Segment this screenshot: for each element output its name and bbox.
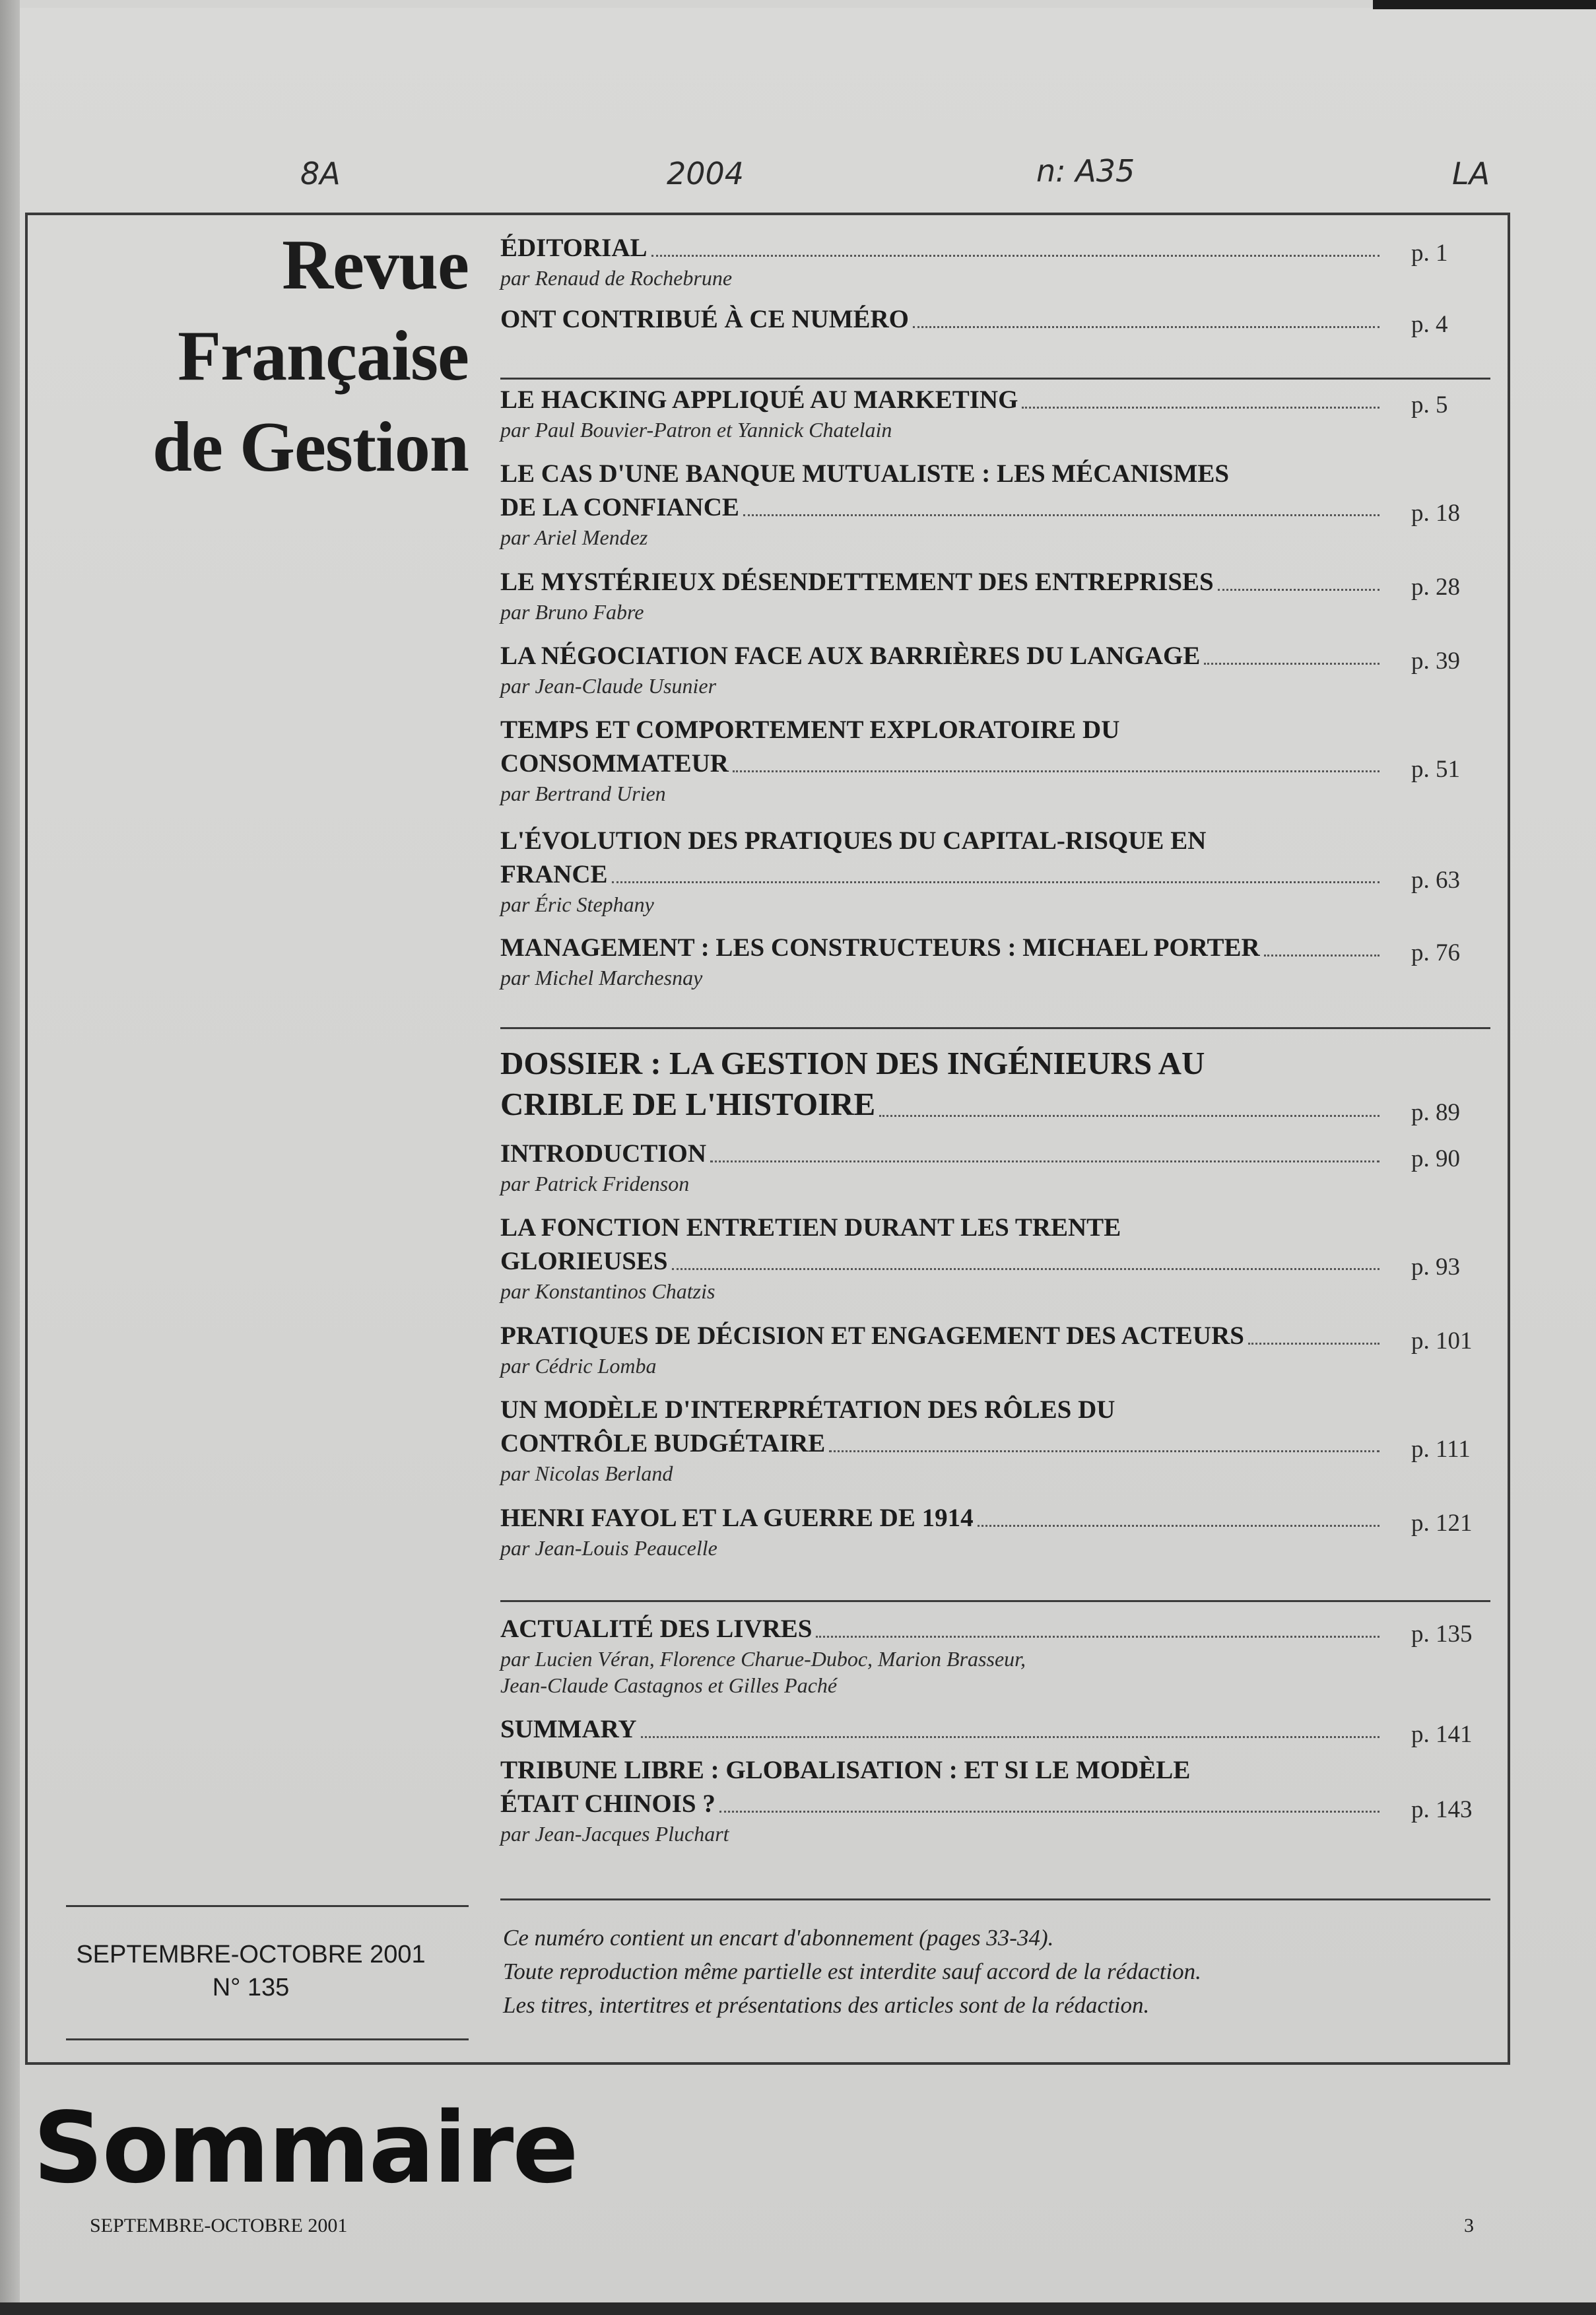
leader-dots — [978, 1525, 1380, 1527]
toc-page: p. 76 — [1411, 939, 1460, 966]
editorial-notes — [503, 1921, 1480, 2022]
toc-title: FRANCE — [500, 860, 608, 889]
handwritten-note-b: 2004 — [667, 156, 745, 191]
note-line: Ce numéro contient un encart d'abonnement (pages 33-34). — [503, 1925, 1054, 1951]
handwritten-note-d: LA — [1452, 156, 1490, 191]
toc-title: CRIBLE DE L'HISTOIRE — [500, 1086, 876, 1122]
toc-page: p. 90 — [1411, 1145, 1460, 1172]
toc-entry-livres[interactable] — [500, 1612, 1490, 1698]
leader-dots — [913, 326, 1380, 328]
leader-dots — [1022, 407, 1380, 409]
toc-author: par Bertrand Urien — [500, 782, 666, 805]
toc-author: par Éric Stephany — [500, 892, 654, 916]
toc-title: CONTRÔLE BUDGÉTAIRE — [500, 1429, 826, 1458]
leader-dots — [612, 881, 1380, 883]
toc-entry-tribune[interactable] — [500, 1753, 1490, 1847]
leader-dots — [641, 1736, 1380, 1738]
leader-dots — [1264, 955, 1380, 956]
page-binding-edge — [0, 0, 20, 2315]
section-title: Sommaire — [33, 2091, 578, 2205]
toc-page: p. 39 — [1411, 648, 1460, 675]
toc-page: p. 51 — [1411, 756, 1460, 783]
toc-page: p. 111 — [1411, 1436, 1471, 1463]
toc-author: par Nicolas Berland — [500, 1461, 673, 1485]
toc-entry-entretien[interactable] — [500, 1211, 1490, 1304]
divider — [500, 378, 1490, 380]
toc-author: par Jean-Claude Usunier — [500, 674, 717, 698]
toc-page: p. 5 — [1411, 391, 1448, 419]
note-line: Les titres, intertitres et présentations des articles sont de la rédaction. — [503, 1992, 1150, 2018]
toc-title: TEMPS ET COMPORTEMENT EXPLORATOIRE DU — [500, 716, 1120, 744]
toc-author: par Lucien Véran, Florence Charue-Duboc, Marion Brasseur, — [500, 1647, 1026, 1671]
toc-author: par Paul Bouvier-Patron et Yannick Chatelain — [500, 418, 892, 442]
handwritten-note-c: n: A35 — [1036, 153, 1135, 189]
toc-page: p. 4 — [1411, 311, 1448, 338]
toc-title: ACTUALITÉ DES LIVRES — [500, 1615, 813, 1643]
toc-title: TRIBUNE LIBRE : GLOBALISATION : ET SI LE MODÈLE — [500, 1756, 1191, 1784]
toc-entry-editorial[interactable] — [500, 231, 1490, 291]
leader-dots — [1218, 589, 1380, 591]
leader-dots — [1248, 1343, 1380, 1345]
toc-author: par Jean-Jacques Pluchart — [500, 1822, 729, 1846]
toc-entry-banque[interactable] — [500, 457, 1490, 551]
toc-entry-negociation[interactable] — [500, 639, 1490, 699]
toc-page: p. 18 — [1411, 500, 1460, 527]
toc-page: p. 143 — [1411, 1796, 1473, 1823]
toc-title: DOSSIER : LA GESTION DES INGÉNIEURS AU — [500, 1045, 1205, 1081]
toc-entry-hacking[interactable] — [500, 383, 1490, 443]
leader-dots — [651, 255, 1380, 257]
divider — [66, 2038, 469, 2040]
toc-entry-fayol[interactable] — [500, 1501, 1490, 1561]
toc-entry-dossier[interactable] — [500, 1043, 1490, 1125]
toc-author: par Patrick Fridenson — [500, 1172, 690, 1195]
toc-entry-decision[interactable] — [500, 1319, 1490, 1379]
toc-author: par Jean-Louis Peaucelle — [500, 1536, 717, 1560]
divider — [500, 1027, 1490, 1029]
toc-title: PRATIQUES DE DÉCISION ET ENGAGEMENT DES ACTEURS — [500, 1322, 1244, 1350]
note-line: Toute reproduction même partielle est interdite sauf accord de la rédaction. — [503, 1959, 1201, 1984]
toc-author: par Renaud de Rochebrune — [500, 266, 733, 290]
handwritten-note-a: 8A — [300, 156, 341, 191]
divider — [500, 1898, 1490, 1900]
leader-dots — [1204, 663, 1380, 665]
bottom-edge-shadow — [0, 2302, 1596, 2315]
toc-entry-introduction[interactable] — [500, 1137, 1490, 1197]
leader-dots — [710, 1160, 1380, 1162]
toc-page: p. 135 — [1411, 1621, 1473, 1648]
toc-entry-contributors[interactable] — [500, 302, 1490, 336]
footer-date: SEPTEMBRE-OCTOBRE 2001 — [90, 2215, 348, 2236]
toc-author: par Bruno Fabre — [500, 600, 644, 624]
footer-page-number: 3 — [1464, 2215, 1474, 2236]
toc-entry-desendettement[interactable] — [500, 565, 1490, 625]
toc-page: p. 93 — [1411, 1254, 1460, 1281]
toc-title: SUMMARY — [500, 1715, 637, 1743]
toc-page: p. 121 — [1411, 1510, 1473, 1537]
toc-title: CONSOMMATEUR — [500, 749, 729, 778]
toc-page: p. 1 — [1411, 240, 1448, 267]
leader-dots — [733, 770, 1380, 772]
toc-entry-consommateur[interactable] — [500, 713, 1490, 807]
toc-title: DE LA CONFIANCE — [500, 493, 739, 521]
toc-title: LA NÉGOCIATION FACE AUX BARRIÈRES DU LANGAGE — [500, 642, 1201, 670]
toc-title: HENRI FAYOL ET LA GUERRE DE 1914 — [500, 1504, 974, 1532]
journal-title-line-1: Revue — [282, 226, 469, 304]
toc-title: LA FONCTION ENTRETIEN DURANT LES TRENTE — [500, 1213, 1121, 1242]
toc-title: GLORIEUSES — [500, 1247, 668, 1275]
toc-author: par Ariel Mendez — [500, 525, 648, 549]
issue-date: SEPTEMBRE-OCTOBRE 2001 — [76, 1941, 426, 1968]
toc-page: p. 63 — [1411, 867, 1460, 894]
divider — [66, 1905, 469, 1907]
leader-dots — [829, 1450, 1380, 1452]
leader-dots — [743, 514, 1380, 516]
leader-dots — [879, 1115, 1380, 1117]
toc-title: UN MODÈLE D'INTERPRÉTATION DES RÔLES DU — [500, 1395, 1115, 1424]
top-edge-shadow — [1373, 0, 1596, 9]
leader-dots — [719, 1811, 1380, 1813]
toc-page: p. 101 — [1411, 1327, 1473, 1355]
toc-author: par Cédric Lomba — [500, 1354, 657, 1378]
journal-title-line-2: Française — [178, 317, 469, 395]
toc-title: LE HACKING APPLIQUÉ AU MARKETING — [500, 386, 1018, 414]
journal-title-line-3: de Gestion — [152, 408, 469, 486]
issue-number: N° 135 — [212, 1974, 290, 2001]
toc-page: p. 89 — [1411, 1099, 1460, 1126]
toc-title: INTRODUCTION — [500, 1139, 707, 1168]
toc-entry-porter[interactable] — [500, 931, 1490, 991]
toc-entry-summary[interactable] — [500, 1712, 1490, 1746]
toc-entry-budgetaire[interactable] — [500, 1393, 1490, 1487]
toc-title: ÉDITORIAL — [500, 234, 648, 262]
toc-entry-capital-risque[interactable] — [500, 824, 1490, 918]
toc-title: ÉTAIT CHINOIS ? — [500, 1790, 715, 1818]
toc-title: LE MYSTÉRIEUX DÉSENDETTEMENT DES ENTREPRISES — [500, 568, 1214, 596]
toc-page: p. 28 — [1411, 574, 1460, 601]
toc-page: p. 141 — [1411, 1721, 1473, 1748]
toc-author: par Konstantinos Chatzis — [500, 1279, 715, 1303]
divider — [500, 1600, 1490, 1602]
toc-author: Jean-Claude Castagnos et Gilles Paché — [500, 1673, 838, 1697]
toc-title: ONT CONTRIBUÉ À CE NUMÉRO — [500, 305, 910, 333]
toc-title: L'ÉVOLUTION DES PRATIQUES DU CAPITAL-RISQUE EN — [500, 826, 1207, 855]
toc-author: par Michel Marchesnay — [500, 966, 703, 990]
toc-title: MANAGEMENT : LES CONSTRUCTEURS : MICHAEL PORTER — [500, 933, 1260, 962]
toc-title: LE CAS D'UNE BANQUE MUTUALISTE : LES MÉCANISMES — [500, 459, 1230, 488]
leader-dots — [816, 1636, 1380, 1638]
leader-dots — [672, 1268, 1380, 1270]
